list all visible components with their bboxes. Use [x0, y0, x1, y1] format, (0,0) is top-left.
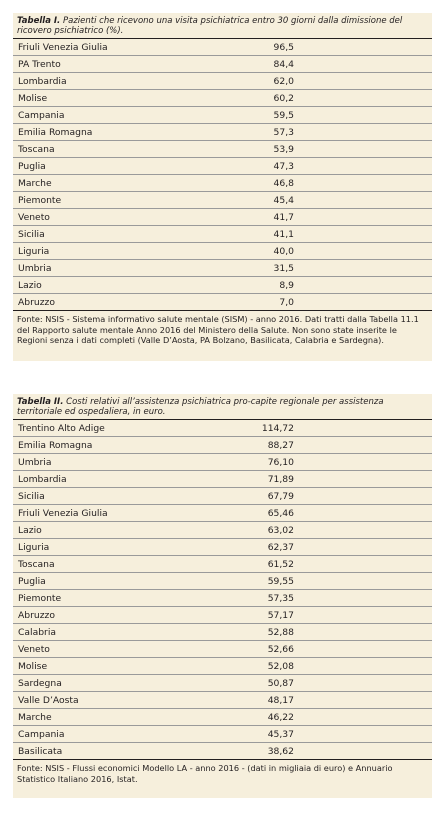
- region-value: 40,0: [273, 245, 294, 257]
- table-1-source-note: Fonte: NSIS - Sistema informativo salute mentale (SISM) - anno 2016. Dati tratti dalla Tabella 11.1 del Rapporto salute mentale Anno 2016 del Ministero della Salute. Non sono state inserite le Regioni senza i dati completi (Valle D’Aosta, PA Bolzano, Basilicata, Calabria e Sardegna).: [17, 314, 419, 345]
- table-row: [13, 209, 432, 226]
- region-value: 41,7: [273, 211, 294, 223]
- table-2-label: Tabella II.: [17, 397, 64, 407]
- table-row: [13, 488, 432, 505]
- table-row: [13, 420, 432, 437]
- region-value: 48,17: [267, 694, 294, 706]
- region-value: 62,37: [267, 541, 294, 553]
- region-name: Trentino Alto Adige: [18, 422, 105, 434]
- region-name: Umbria: [18, 456, 52, 468]
- region-value: 67,79: [267, 490, 294, 502]
- table-row: [13, 39, 432, 56]
- region-name: PA Trento: [18, 58, 61, 70]
- region-name: Piemonte: [18, 194, 62, 206]
- region-name: Sicilia: [18, 228, 45, 240]
- table-row: [13, 692, 432, 709]
- region-name: Abruzzo: [18, 296, 55, 308]
- region-value: 63,02: [267, 524, 294, 536]
- region-name: Emilia Romagna: [18, 126, 93, 138]
- region-value: 38,62: [267, 745, 294, 757]
- region-name: Veneto: [18, 643, 50, 655]
- region-name: Sicilia: [18, 490, 45, 502]
- region-value: 8,9: [279, 279, 294, 291]
- region-value: 45,4: [273, 194, 294, 206]
- region-value: 46,8: [273, 177, 294, 189]
- table-row: [13, 607, 432, 624]
- region-value: 47,3: [273, 160, 294, 172]
- region-value: 31,5: [273, 262, 294, 274]
- table-row: [13, 573, 432, 590]
- table-row: [13, 277, 432, 294]
- table-2-source-note: Fonte: NSIS - Flussi economici Modello LA - anno 2016 - (dati in migliaia di euro) e Annuario Statistico Italiano 2016, Istat.: [17, 763, 393, 784]
- table-row: [13, 56, 432, 73]
- region-value: 57,35: [267, 592, 294, 604]
- region-value: 59,55: [267, 575, 294, 587]
- region-name: Marche: [18, 711, 52, 723]
- table-row: [13, 624, 432, 641]
- region-value: 65,46: [267, 507, 294, 519]
- table-row: [13, 73, 432, 90]
- region-name: Toscana: [18, 143, 55, 155]
- table-row: [13, 556, 432, 573]
- region-value: 62,0: [273, 75, 294, 87]
- region-name: Friuli Venezia Giulia: [18, 41, 108, 53]
- region-name: Liguria: [18, 245, 50, 257]
- table-row: [13, 454, 432, 471]
- region-value: 50,87: [267, 677, 294, 689]
- table-row: [13, 260, 432, 277]
- region-value: 57,17: [267, 609, 294, 621]
- table-2-caption-text: Costi relativi all’assistenza psichiatrica pro-capite regionale per assistenza territoriale ed ospedaliera, in euro.: [17, 397, 384, 417]
- region-value: 71,89: [267, 473, 294, 485]
- region-value: 88,27: [267, 439, 294, 451]
- region-name: Emilia Romagna: [18, 439, 93, 451]
- region-value: 41,1: [273, 228, 294, 240]
- region-value: 53,9: [273, 143, 294, 155]
- region-name: Puglia: [18, 575, 46, 587]
- region-value: 45,37: [267, 728, 294, 740]
- region-name: Calabria: [18, 626, 57, 638]
- table-1: [13, 13, 432, 361]
- table-row: [13, 294, 432, 311]
- table-row: [13, 158, 432, 175]
- region-name: Liguria: [18, 541, 50, 553]
- region-value: 96,5: [273, 41, 294, 53]
- region-value: 59,5: [273, 109, 294, 121]
- table-row: [13, 226, 432, 243]
- table-row: [13, 709, 432, 726]
- table-row: [13, 471, 432, 488]
- region-name: Puglia: [18, 160, 46, 172]
- table-row: [13, 107, 432, 124]
- table-row: [13, 243, 432, 260]
- region-value: 46,22: [267, 711, 294, 723]
- table-row: [13, 505, 432, 522]
- region-name: Marche: [18, 177, 52, 189]
- table-1-caption-text: Pazienti che ricevono una visita psichiatrica entro 30 giorni dalla dimissione del ricovero psichiatrico (%).: [17, 16, 403, 36]
- region-name: Basilicata: [18, 745, 63, 757]
- table-row: [13, 641, 432, 658]
- region-name: Abruzzo: [18, 609, 55, 621]
- region-value: 52,08: [267, 660, 294, 672]
- region-name: Piemonte: [18, 592, 62, 604]
- table-row: [13, 539, 432, 556]
- region-value: 114,72: [261, 422, 294, 434]
- table-row: [13, 90, 432, 107]
- table-row: [13, 124, 432, 141]
- region-name: Lazio: [18, 524, 42, 536]
- region-name: Campania: [18, 109, 65, 121]
- region-value: 60,2: [273, 92, 294, 104]
- region-name: Molise: [18, 92, 48, 104]
- table-row: [13, 522, 432, 539]
- region-name: Sardegna: [18, 677, 62, 689]
- table-2: [13, 394, 432, 798]
- region-name: Lombardia: [18, 75, 67, 87]
- region-name: Valle D’Aosta: [18, 694, 79, 706]
- region-value: 76,10: [267, 456, 294, 468]
- region-name: Molise: [18, 660, 48, 672]
- region-name: Lombardia: [18, 473, 67, 485]
- table-1-rows: [13, 39, 432, 311]
- table-1-caption: [13, 13, 432, 36]
- table-row: [13, 743, 432, 760]
- table-row: [13, 726, 432, 743]
- region-name: Umbria: [18, 262, 52, 274]
- table-row: [13, 658, 432, 675]
- region-value: 7,0: [279, 296, 294, 308]
- region-name: Toscana: [18, 558, 55, 570]
- region-value: 57,3: [273, 126, 294, 138]
- region-name: Lazio: [18, 279, 42, 291]
- region-value: 84,4: [273, 58, 294, 70]
- table-2-caption: [13, 394, 432, 417]
- table-row: [13, 590, 432, 607]
- table-row: [13, 175, 432, 192]
- table-1-label: Tabella I.: [17, 16, 61, 26]
- region-name: Campania: [18, 728, 65, 740]
- region-value: 61,52: [267, 558, 294, 570]
- region-value: 52,66: [267, 643, 294, 655]
- region-value: 52,88: [267, 626, 294, 638]
- table-row: [13, 192, 432, 209]
- table-row: [13, 141, 432, 158]
- table-row: [13, 437, 432, 454]
- table-2-rows: [13, 420, 432, 760]
- region-name: Veneto: [18, 211, 50, 223]
- table-row: [13, 675, 432, 692]
- region-name: Friuli Venezia Giulia: [18, 507, 108, 519]
